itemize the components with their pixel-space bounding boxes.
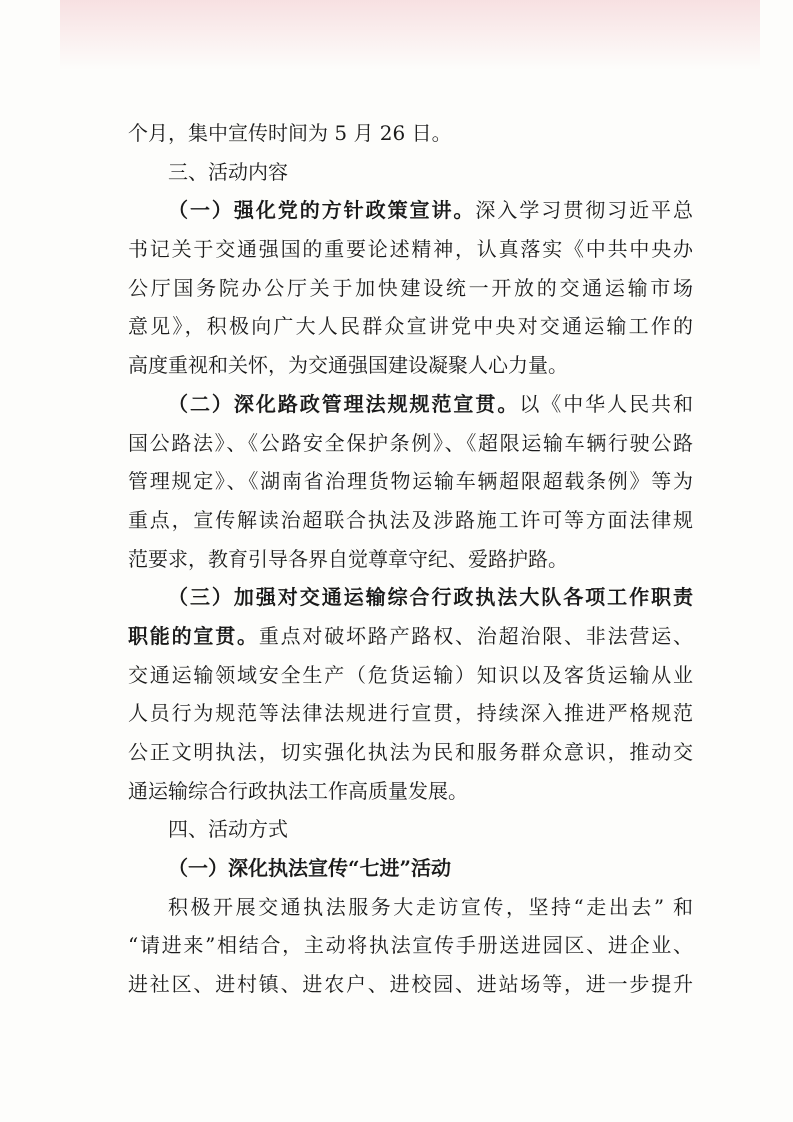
text-line [128, 772, 693, 811]
document-body [128, 114, 693, 1004]
line-text: 四、活动方式 [168, 817, 288, 842]
line-text: 交通运输领域安全生产（危货运输）知识以及客货运输从业 [128, 662, 693, 687]
section-heading [128, 153, 693, 192]
text-line [128, 617, 693, 656]
text-line [128, 849, 693, 888]
bold-lead: （一）深化执法宣传“七进”活动 [168, 856, 452, 881]
line-text: 公厅国务院办公厅关于加快建设统一开放的交通运输市场 [128, 275, 693, 300]
bold-lead: （二）深化路政管理法规规范宣贯。 [168, 391, 520, 416]
line-text: 国公路法》、《公路安全保护条例》、《超限运输车辆行驶公路 [128, 430, 693, 455]
bold-lead: （一）强化党的方针政策宣讲。 [168, 198, 476, 223]
line-text: 三、活动内容 [168, 159, 288, 184]
text-line [128, 733, 693, 772]
bold-lead: （三）加强对交通运输综合行政执法大队各项工作职责 [168, 585, 693, 610]
text-line [128, 694, 693, 733]
line-text: 个月，集中宣传时间为 5 月 26 日。 [128, 121, 452, 145]
line-text: 意见》，积极向广大人民群众宣讲党中央对交通运输工作的 [128, 314, 693, 339]
line-text: 书记关于交通强国的重要论述精神，认真落实《中共中央办 [128, 237, 693, 262]
text-line [128, 965, 693, 1004]
text-line [128, 926, 693, 965]
line-text: 积极开展交通执法服务大走访宣传，坚持“走出去” 和 [168, 894, 693, 919]
show-through-red-header [60, 0, 760, 70]
bold-lead: 职能的宣贯。 [128, 623, 259, 648]
text-line [128, 540, 693, 579]
text-line [128, 307, 693, 346]
line-text: 高度重视和关怀，为交通强国建设凝聚人心力量。 [128, 353, 568, 378]
text-line [128, 578, 693, 617]
text-line [128, 462, 693, 501]
line-text: “请进来”相结合，主动将执法宣传手册送进园区、进企业、 [128, 933, 693, 958]
text-line [128, 424, 693, 463]
text-line [128, 385, 693, 424]
text-line [128, 501, 693, 540]
line-text: 范要求，教育引导各界自觉尊章守纪、爱路护路。 [128, 546, 568, 571]
text-line [128, 191, 693, 230]
text-line [128, 888, 693, 927]
line-text: 公正文明执法，切实强化执法为民和服务群众意识，推动交 [128, 740, 693, 764]
line-text: 人员行为规范等法律法规进行宣贯，持续深入推进严格规范 [128, 701, 693, 726]
text-line [128, 656, 693, 695]
line-text: 重点对破坏路产路权、治超治限、非法营运、 [258, 623, 693, 648]
line-text: 管理规定》、《湖南省治理货物运输车辆超限超载条例》等为 [128, 469, 693, 494]
text-line [128, 230, 693, 269]
line-text: 进社区、进村镇、进农户、进校园、进站场等，进一步提升 [128, 972, 693, 997]
text-line [128, 269, 693, 308]
line-text: 以《中华人民共和 [519, 391, 693, 416]
text-line [128, 114, 693, 153]
line-text: 深入学习贯彻习近平总 [475, 198, 693, 223]
line-text: 通运输综合行政执法工作高质量发展。 [128, 778, 468, 803]
line-text: 重点，宣传解读治超联合执法及涉路施工许可等方面法律规 [128, 507, 693, 532]
section-heading [128, 810, 693, 849]
text-line [128, 346, 693, 385]
